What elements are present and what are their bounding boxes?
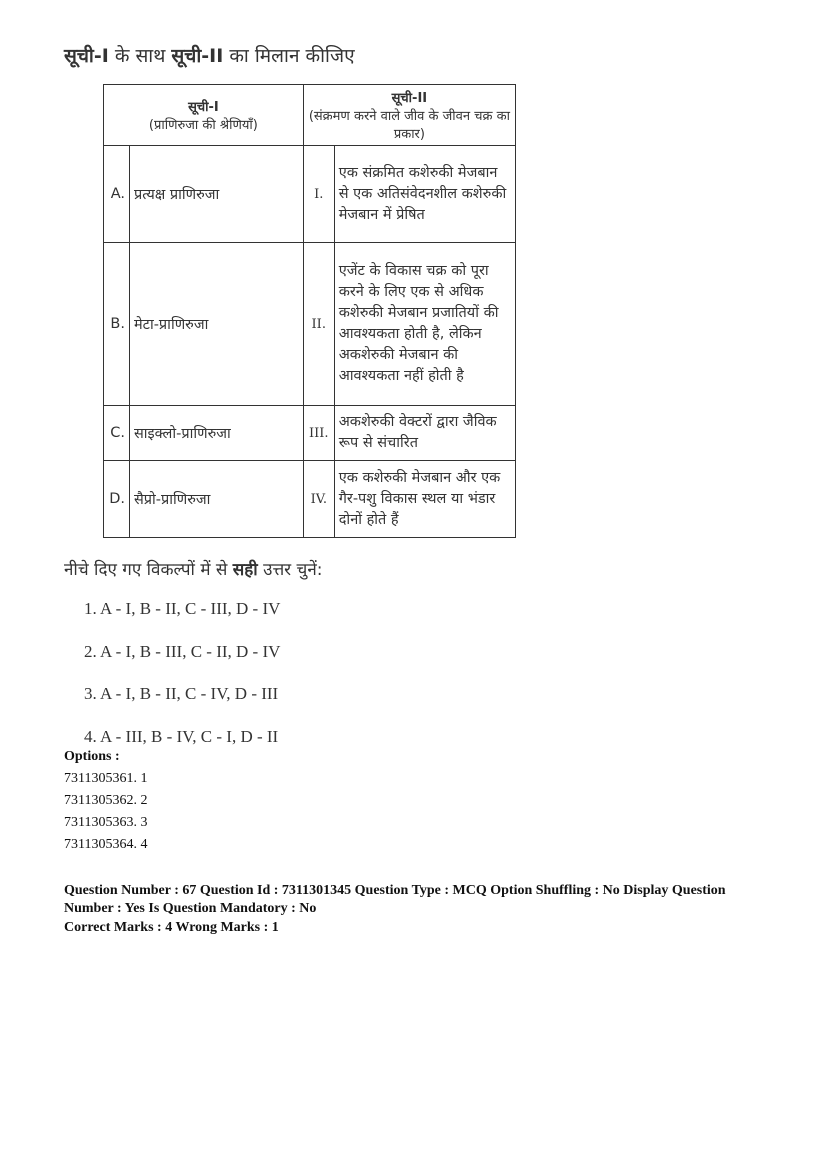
choice-3: 3. A - I, B - II, C - IV, D - III [84,684,279,703]
row-roman: III. [303,406,334,461]
list1-title: सूची-I [188,100,219,115]
choice-1: 1. A - I, B - II, C - III, D - IV [84,599,281,618]
instruction-part1: नीचे दिए गए विकल्पों में से [64,560,233,580]
row-roman: I. [303,146,334,243]
option-id-4: 7311305364. 4 [64,837,148,852]
question-meta-line1: Question Number : 67 Question Id : 7311301345 Question Type : MCQ Option Shuffling : No Display Question [64,883,726,898]
match-table [103,84,516,538]
heading-list1: सूची-I [64,45,109,67]
row-category: साइक्लो-प्राणिरुजा [129,406,303,461]
instruction-bold: सही [232,560,258,580]
row-letter: B. [104,243,130,406]
table-row [104,461,516,538]
row-description: एक संक्रमित कशेरुकी मेजबान से एक अतिसंवेदनशील कशेरुकी मेजबान में प्रेषित [334,146,515,243]
option-id-2: 7311305362. 2 [64,793,148,808]
table-row [104,406,516,461]
table-header-row [104,85,516,146]
row-description: अकशेरुकी वेक्टरों द्वारा जैविक रूप से संचारित [334,406,515,461]
choice-2: 2. A - I, B - III, C - II, D - IV [84,641,281,661]
question-heading [64,42,355,68]
row-letter: A. [104,146,130,243]
heading-match: का मिलान कीजिए [223,45,355,67]
row-category: सैप्रो-प्राणिरुजा [129,461,303,538]
list2-title: सूची-II [391,91,428,106]
table-row [104,243,516,406]
row-roman: IV. [303,461,334,538]
option-id-3: 7311305363. 3 [64,815,148,830]
instruction-part2: उत्तर चुनें: [257,560,323,580]
list1-header [104,85,304,146]
list2-subtitle: (संक्रमण करने वाले जीव के जीवन चक्र का प्रकार) [308,109,510,142]
row-category: मेटा-प्राणिरुजा [129,243,303,406]
table-row [104,146,516,243]
list2-header [303,85,515,146]
choice-4: 4. A - III, B - IV, C - I, D - II [84,726,279,746]
instruction [64,557,323,580]
row-roman: II. [303,243,334,406]
question-meta-line2: Number : Yes Is Question Mandatory : No [64,901,317,916]
row-category: प्रत्यक्ष प्राणिरुजा [129,146,303,243]
row-description: एक कशेरुकी मेजबान और एक गैर-पशु विकास स्थल या भंडार दोनों होते हैं [334,461,515,538]
answer-choices [84,598,280,768]
option-id-1: 7311305361. 1 [64,771,148,786]
row-letter: D. [104,461,130,538]
question-meta-line3: Correct Marks : 4 Wrong Marks : 1 [64,920,279,935]
options-label: Options : [64,749,120,764]
heading-with: के साथ [108,45,172,67]
row-letter: C. [104,406,130,461]
list1-subtitle: (प्राणिरुजा की श्रेणियाँ) [148,118,258,133]
heading-list2: सूची-II [171,45,224,67]
row-description: एजेंट के विकास चक्र को पूरा करने के लिए एक से अधिक कशेरुकी मेजबान प्रजातियों की आवश्यकता होती है, लेकिन अकशेरुकी मेजबान की आवश्यकता नहीं होती है [334,243,515,406]
